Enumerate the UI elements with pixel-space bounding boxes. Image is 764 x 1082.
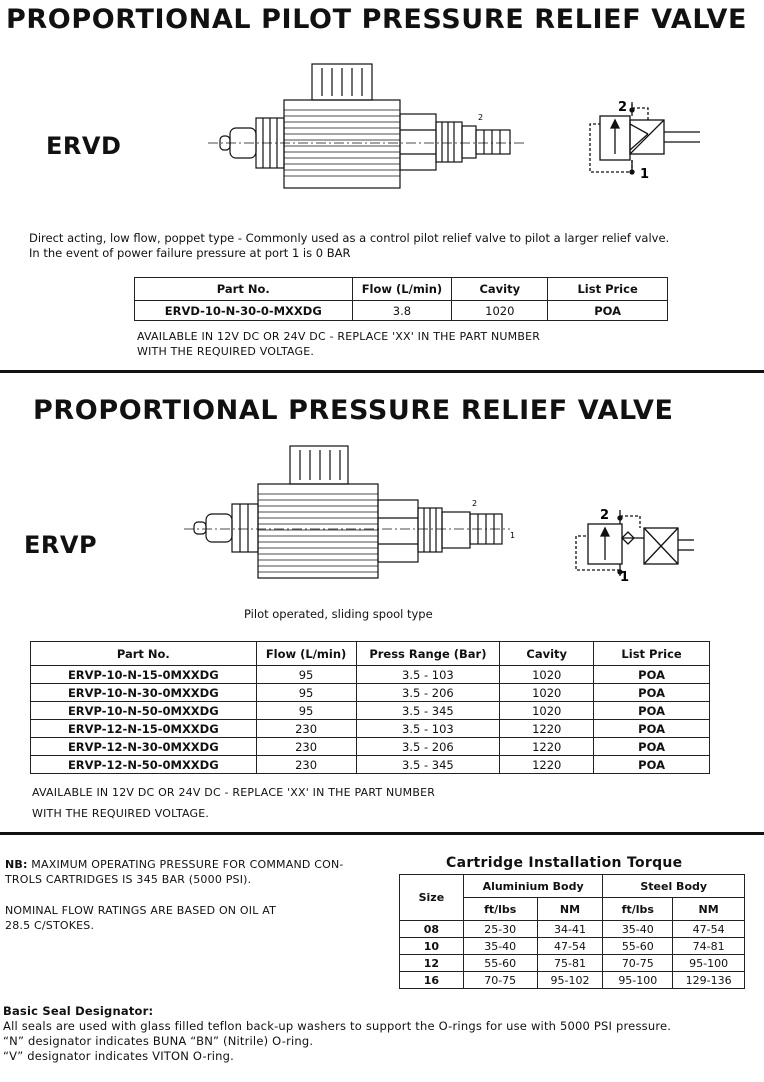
torque-cell: 25-30 [463, 921, 537, 938]
section1-note-line1: AVAILABLE IN 12V DC OR 24V DC - REPLACE 'XX' IN THE PART NUMBER [137, 330, 541, 343]
seal-line1: All seals are used with glass filled teflon back-up washers to support the O-rings for use with 5000 PSI pressure. [3, 1019, 672, 1033]
col-header-press-range: Press Range (Bar) [356, 642, 500, 666]
torque-cell: 47-54 [673, 921, 745, 938]
flow-cell: 95 [256, 684, 356, 702]
section2-model-label: ERVP [24, 531, 98, 559]
flow-line2: 28.5 C/STOKES. [5, 919, 95, 932]
section1-note-line2: WITH THE REQUIRED VOLTAGE. [137, 345, 315, 358]
ervd-port-1-label: 1 [640, 167, 650, 182]
cavity-cell: 1020 [500, 666, 594, 684]
size-cell: 16 [400, 972, 464, 989]
ervp-drawing-port-2-label: 2 [472, 499, 478, 508]
price-cell: POA [594, 684, 710, 702]
torque-cell: 35-40 [463, 938, 537, 955]
col-header-cavity: Cavity [500, 642, 594, 666]
table-row [31, 720, 710, 738]
flow-cell: 95 [256, 666, 356, 684]
cavity-cell: 1020 [452, 301, 548, 321]
nb-line2: TROLS CARTRIDGES IS 345 BAR (5000 PSI). [5, 873, 252, 886]
col-header-steel-ftlbs: ft/lbs [603, 898, 673, 921]
price-cell: POA [594, 666, 710, 684]
flow-cell: 3.8 [352, 301, 452, 321]
price-cell: POA [594, 720, 710, 738]
cavity-cell: 1220 [500, 756, 594, 774]
table-row [400, 921, 745, 938]
col-header-flow: Flow (L/min) [256, 642, 356, 666]
table-row [31, 756, 710, 774]
torque-cell: 129-136 [673, 972, 745, 989]
ervp-hydraulic-symbol [566, 506, 706, 586]
part-no-cell: ERVP-10-N-50-0MXXDG [31, 702, 257, 720]
seal-title: Basic Seal Designator: [3, 1004, 154, 1018]
table-row [135, 301, 668, 321]
press-range-cell: 3.5 - 345 [356, 702, 500, 720]
section2-note-line2: WITH THE REQUIRED VOLTAGE. [32, 807, 210, 820]
press-range-cell: 3.5 - 345 [356, 756, 500, 774]
ervd-valve-drawing [208, 60, 538, 200]
torque-cell: 75-81 [537, 955, 603, 972]
part-no-cell: ERVD-10-N-30-0-MXXDG [135, 301, 353, 321]
col-header-steel-nm: NM [673, 898, 745, 921]
section1-title: PROPORTIONAL PILOT PRESSURE RELIEF VALVE [6, 4, 748, 35]
torque-cell: 74-81 [673, 938, 745, 955]
flow-cell: 230 [256, 756, 356, 774]
torque-cell: 70-75 [603, 955, 673, 972]
cavity-cell: 1220 [500, 738, 594, 756]
flow-cell: 95 [256, 702, 356, 720]
part-no-cell: ERVP-12-N-15-0MXXDG [31, 720, 257, 738]
section2-description: Pilot operated, sliding spool type [244, 607, 433, 621]
cavity-cell: 1220 [500, 720, 594, 738]
table-row [31, 738, 710, 756]
press-range-cell: 3.5 - 206 [356, 684, 500, 702]
press-range-cell: 3.5 - 103 [356, 666, 500, 684]
nb-note [5, 857, 344, 887]
col-header-alu-ftlbs: ft/lbs [463, 898, 537, 921]
seal-line3: “V” designator indicates VITON O-ring. [3, 1049, 235, 1063]
cavity-cell: 1020 [500, 684, 594, 702]
section2-table [30, 641, 710, 774]
col-header-list-price: List Price [548, 278, 668, 301]
part-no-cell: ERVP-10-N-30-0MXXDG [31, 684, 257, 702]
col-header-aluminium-body: Aluminium Body [463, 875, 603, 898]
press-range-cell: 3.5 - 103 [356, 720, 500, 738]
torque-header-row [400, 875, 745, 898]
part-no-cell: ERVP-10-N-15-0MXXDG [31, 666, 257, 684]
col-header-part-no: Part No. [31, 642, 257, 666]
ervd-hydraulic-symbol [582, 98, 722, 188]
price-cell: POA [594, 738, 710, 756]
section1-desc-line2: In the event of power failure pressure at port 1 is 0 BAR [29, 246, 351, 260]
table-header-row [135, 278, 668, 301]
col-header-alu-nm: NM [537, 898, 603, 921]
flow-line1: NOMINAL FLOW RATINGS ARE BASED ON OIL AT [5, 904, 277, 917]
section1-table [134, 277, 668, 321]
torque-cell: 55-60 [603, 938, 673, 955]
section-divider [0, 370, 764, 373]
col-header-steel-body: Steel Body [603, 875, 745, 898]
ervp-valve-drawing [184, 442, 524, 582]
section2-title: PROPORTIONAL PRESSURE RELIEF VALVE [33, 395, 674, 426]
torque-cell: 95-100 [673, 955, 745, 972]
col-header-flow: Flow (L/min) [352, 278, 452, 301]
torque-cell: 95-102 [537, 972, 603, 989]
torque-cell: 70-75 [463, 972, 537, 989]
size-cell: 12 [400, 955, 464, 972]
section1-voltage-note [137, 329, 540, 359]
table-row [31, 684, 710, 702]
size-cell: 10 [400, 938, 464, 955]
section2-note-line1: AVAILABLE IN 12V DC OR 24V DC - REPLACE 'XX' IN THE PART NUMBER [32, 786, 436, 799]
seal-designator-section [3, 1004, 671, 1064]
torque-table-title: Cartridge Installation Torque [446, 855, 683, 871]
cavity-cell: 1020 [500, 702, 594, 720]
col-header-list-price: List Price [594, 642, 710, 666]
col-header-cavity: Cavity [452, 278, 548, 301]
nb-line1-text: MAXIMUM OPERATING PRESSURE FOR COMMAND CON- [27, 858, 344, 871]
flow-rating-note [5, 903, 276, 933]
table-header-row [31, 642, 710, 666]
section2-voltage-note [32, 782, 435, 824]
section-divider [0, 832, 764, 835]
torque-cell: 35-40 [603, 921, 673, 938]
torque-cell: 55-60 [463, 955, 537, 972]
part-no-cell: ERVP-12-N-30-0MXXDG [31, 738, 257, 756]
flow-cell: 230 [256, 738, 356, 756]
table-row [31, 702, 710, 720]
section1-description [29, 231, 669, 261]
nb-line1 [5, 857, 344, 872]
torque-cell: 34-41 [537, 921, 603, 938]
ervp-port-1-label: 1 [620, 570, 630, 585]
table-row [400, 955, 745, 972]
col-header-size: Size [400, 875, 464, 921]
flow-cell: 230 [256, 720, 356, 738]
seal-line2: “N” designator indicates BUNA “BN” (Nitrile) O-ring. [3, 1034, 314, 1048]
section1-desc-line1: Direct acting, low flow, poppet type - Commonly used as a control pilot relief valve to pilot a larger relief valve. [29, 231, 670, 245]
torque-cell: 47-54 [537, 938, 603, 955]
table-row [400, 938, 745, 955]
col-header-part-no: Part No. [135, 278, 353, 301]
ervp-drawing-port-1-label: 1 [510, 531, 516, 540]
price-cell: POA [594, 756, 710, 774]
size-cell: 08 [400, 921, 464, 938]
ervd-port-2-label: 2 [618, 100, 628, 115]
part-no-cell: ERVP-12-N-50-0MXXDG [31, 756, 257, 774]
nb-label: NB: [5, 858, 28, 871]
section1-model-label: ERVD [46, 132, 122, 160]
table-row [400, 972, 745, 989]
ervp-port-2-label: 2 [600, 508, 610, 523]
torque-table [399, 874, 745, 989]
price-cell: POA [594, 702, 710, 720]
table-row [31, 666, 710, 684]
torque-cell: 95-100 [603, 972, 673, 989]
price-cell: POA [548, 301, 668, 321]
press-range-cell: 3.5 - 206 [356, 738, 500, 756]
ervd-drawing-port-label: 2 [478, 113, 484, 122]
